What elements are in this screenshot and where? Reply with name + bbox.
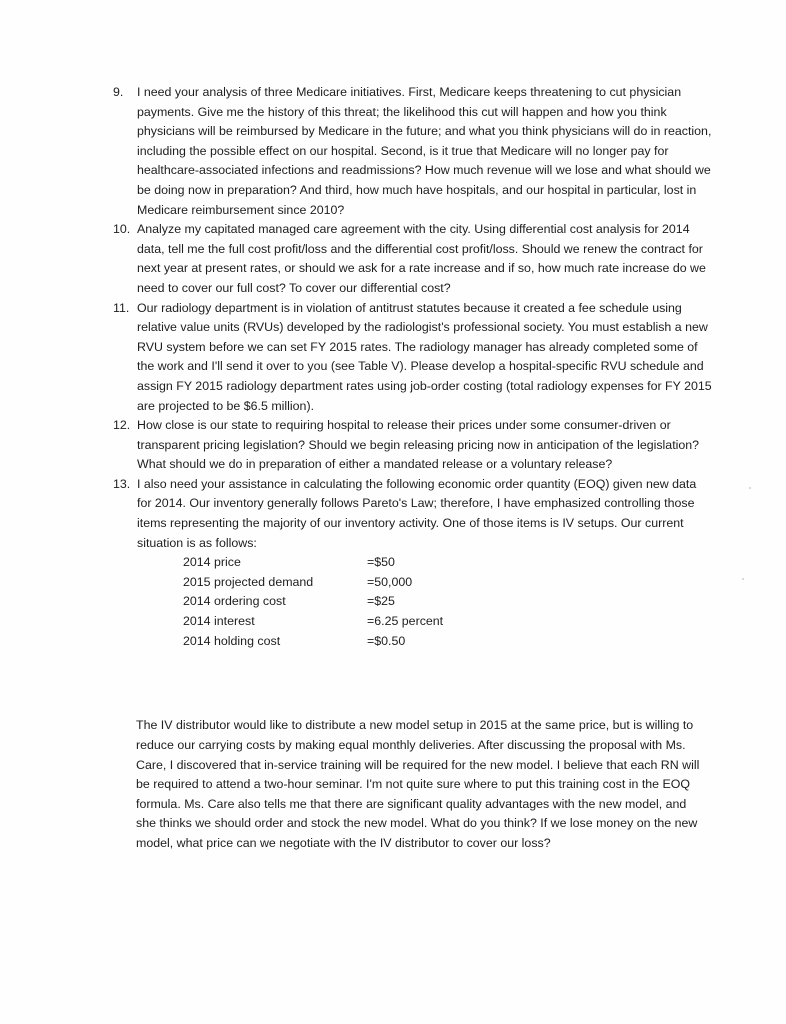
item-number: 12. xyxy=(113,418,131,433)
table-cell-label: 2014 ordering cost xyxy=(183,594,286,609)
table-row xyxy=(183,612,443,632)
list-item xyxy=(113,299,713,417)
table-row xyxy=(183,592,443,612)
item-text: Our radiology department is in violation of antitrust statutes because it created a fee schedule using relative value units (RVUs) developed by the radiologist's professional society. You must establish a new RVU system before we can set FY 2015 rates. The radiology manager has already completed some of the work and I'll send it over to you (see Table V). Please develop a hospital-specific RVU schedule and assign FY 2015 radiology department rates using job-order costing (total radiology expenses for FY 2015 are projected to be $6.5 million). xyxy=(137,300,712,413)
list-item xyxy=(113,416,713,475)
table-cell-value: =50,000 xyxy=(367,574,413,589)
scan-speck xyxy=(742,578,744,580)
scan-speck xyxy=(749,487,751,489)
list-item xyxy=(113,83,713,220)
table-row xyxy=(183,573,443,593)
closing-paragraph: The IV distributor would like to distribute a new model setup in 2015 at the same price, but is willing to reduce our carrying costs by making equal monthly deliveries. After discussing the proposal with Ms. Care, I discovered that in-service training will be required for the new model. I believe that each RN will be required to attend a two-hour seminar. I'm not quite sure where to put this training cost in the EOQ formula. Ms. Care also tells me that there are significant quality advantages with the new model, and she thinks we should order and stock the new model. What do you think? If we lose money on the new model, what price can we negotiate with the IV distributor to cover our loss? xyxy=(136,718,700,850)
table-cell-value: =$0.50 xyxy=(367,633,406,648)
table-row xyxy=(183,553,443,573)
table-cell-label: 2014 price xyxy=(183,555,241,570)
table-cell-label: 2014 holding cost xyxy=(183,633,281,648)
table-cell-label: 2015 projected demand xyxy=(183,574,314,589)
table-cell-value: =$50 xyxy=(367,555,395,570)
eoq-data-table xyxy=(183,553,443,651)
item-number: 11. xyxy=(113,300,130,315)
list-item xyxy=(113,220,713,298)
item-text: How close is our state to requiring hospital to release their prices under some consumer-driven or transparent pricing legislation? Should we begin releasing pricing now in anticipation of the legislation? What should we do in preparation of either a mandated release or a voluntary release? xyxy=(137,418,700,472)
item-number: 9. xyxy=(113,85,124,99)
item-text: I also need your assistance in calculating the following economic order quantity (EOQ) given new data for 2014. Our inventory generally follows Pareto's Law; therefore, I have emphasized controlling those items representing the majority of our inventory activity. One of those items is IV setups. Our current situation is as follows: xyxy=(137,476,697,550)
item-number: 13. xyxy=(113,476,131,491)
item-number: 10. xyxy=(113,222,131,237)
list-item xyxy=(113,475,713,651)
item-text: I need your analysis of three Medicare initiatives. First, Medicare keeps threatening to cut physician payments. Give me the history of this threat; the likelihood this cut will happen and how you think physicians will be reimbursed by Medicare in the future; and what you think physicians will do in reaction, including the possible effect on our hospital. Second, is it true that Medicare will no longer pay for healthcare-associated infections and readmissions? How much revenue will we lose and what should we be doing now in preparation? And third, how much have hospitals, and our hospital in particular, lost in Medicare reimbursement since 2010? xyxy=(137,85,712,217)
table-cell-value: =6.25 percent xyxy=(367,614,444,629)
table-cell-label: 2014 interest xyxy=(183,614,255,629)
item-text: Analyze my capitated managed care agreement with the city. Using differential cost analysis for 2014 data, tell me the full cost profit/loss and the differential cost profit/loss. Should we renew the contract for next year at present rates, or should we ask for a rate increase and if so, how much rate increase do we need to cover our full cost? To cover our differential cost? xyxy=(137,222,706,295)
table-row xyxy=(183,632,443,652)
table-cell-value: =$25 xyxy=(367,594,395,609)
numbered-question-list xyxy=(113,83,713,651)
